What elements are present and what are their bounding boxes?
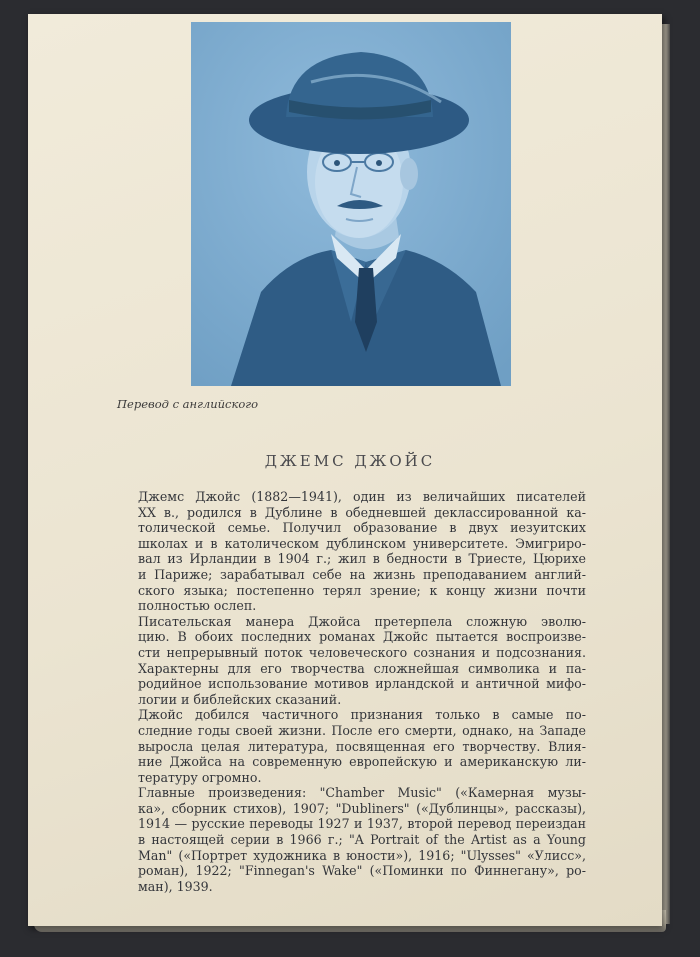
text-line: следние годы своей жизни. После его смерти, однако, на Западе xyxy=(138,722,586,738)
text-line: полностью ослеп. xyxy=(138,598,257,614)
text-line: ского языка; постепенно терял зрение; к концу жизни почти xyxy=(138,582,586,598)
biography-paragraph xyxy=(118,489,586,614)
recognition-paragraph xyxy=(118,707,586,785)
text-line: ние Джойса на современную европейскую и американскую ли- xyxy=(138,754,586,770)
text-line: цию. В обоих последних романах Джойс пытается воспроизве- xyxy=(138,629,586,645)
text-line: тературу огромно. xyxy=(138,769,262,785)
text-line: в настоящей серии в 1966 г.; "A Portrait of the Artist as a Young xyxy=(138,832,586,848)
text-line: логии и библейских сказаний. xyxy=(138,691,342,707)
text-line: Главные произведения: "Chamber Music" («Камерная музы- xyxy=(138,785,586,801)
text-line: 1914 — русские переводы 1927 и 1937, второй перевод переиздан xyxy=(138,816,586,832)
text-line: Джойс добился частичного признания только в самые по- xyxy=(138,707,586,723)
text-line: вал из Ирландии в 1904 г.; жил в бедности в Триесте, Цюрихе xyxy=(138,551,586,567)
text-line: Джемс Джойс (1882—1941), один из величайших писателей xyxy=(138,489,586,504)
text-line: XX в., родился в Дублине в обедневшей деклассированной ка- xyxy=(138,504,586,520)
works-paragraph xyxy=(118,785,586,894)
text-line: Man" («Портрет художника в юности»), 1916; "Ulysses" «Улисс», xyxy=(138,847,586,863)
text-line: сти непрерывный поток человеческого сознания и подсознания. xyxy=(138,644,586,660)
text-line: ка», сборник стихов), 1907; "Dubliners" («Дублинцы», рассказы), xyxy=(138,800,586,816)
author-biography xyxy=(118,489,586,894)
text-line: толической семье. Получил образование в двух иезуитских xyxy=(138,520,586,536)
text-line: Писательская манера Джойса претерпела сложную эволю- xyxy=(138,613,586,629)
style-paragraph xyxy=(118,614,586,708)
author-name-heading: ДЖЕМС ДЖОЙС xyxy=(264,452,436,470)
author-portrait-photo xyxy=(191,22,511,386)
text-line: ман), 1939. xyxy=(138,878,213,894)
text-line: родийное использование мотивов ирландской и античной мифо- xyxy=(138,676,586,692)
text-line: роман), 1922; "Finnegan's Wake" («Поминки по Финнегану», ро- xyxy=(138,863,586,879)
text-line: школах и в католическом дублинском университете. Эмигриро- xyxy=(138,535,586,551)
text-line: Характерны для его творчества сложнейшая символика и па- xyxy=(138,660,586,676)
text-line: выросла целая литература, посвященная его творчеству. Влия- xyxy=(138,738,586,754)
text-line: и Париже; зарабатывал себе на жизнь преподаванием англий- xyxy=(138,566,586,582)
translation-note: Перевод с английского xyxy=(117,397,259,411)
